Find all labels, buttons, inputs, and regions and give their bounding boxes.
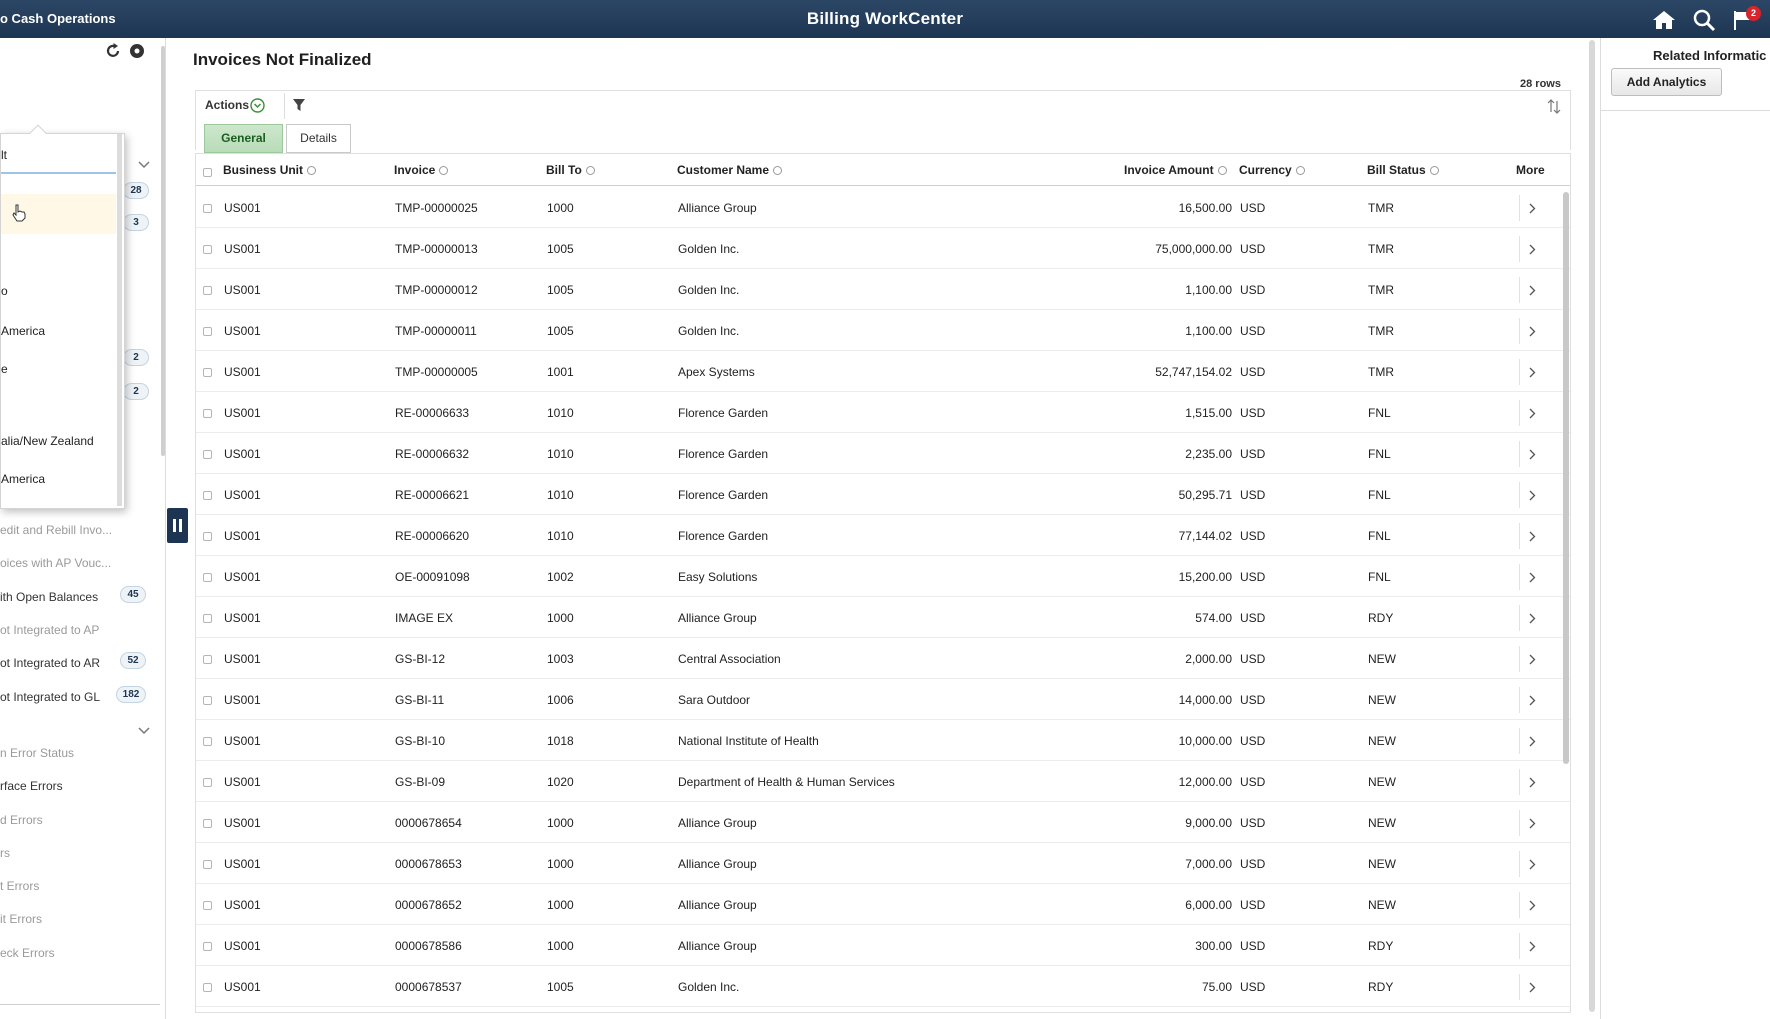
cell-customer-name: Apex Systems — [678, 365, 755, 379]
column-header-more: More — [1516, 163, 1545, 177]
chevron-down-icon[interactable] — [138, 161, 150, 169]
cell-currency: USD — [1240, 652, 1266, 666]
count-badge: 3 — [123, 214, 149, 231]
row-checkbox[interactable] — [203, 942, 212, 951]
table-row[interactable] — [196, 925, 1571, 966]
table-row[interactable] — [196, 884, 1571, 925]
cell-customer-name: Alliance Group — [678, 201, 757, 215]
row-checkbox[interactable] — [203, 368, 212, 377]
row-more-button[interactable] — [1519, 687, 1544, 713]
cell-currency: USD — [1240, 898, 1266, 912]
cell-bill-status: NEW — [1368, 775, 1396, 789]
row-more-button[interactable] — [1519, 646, 1544, 672]
divider — [1, 172, 116, 174]
nav-item[interactable]: ith Open Balances — [0, 590, 99, 604]
cell-customer-name: Alliance Group — [678, 939, 757, 953]
chevron-right-icon — [1529, 982, 1536, 993]
cell-invoice[interactable]: 0000678586 — [395, 939, 462, 953]
cell-bill-to: 1010 — [547, 488, 574, 502]
row-checkbox[interactable] — [203, 737, 212, 746]
table-row[interactable] — [196, 392, 1571, 433]
nav-item[interactable]: n Error Status — [0, 746, 75, 760]
row-more-button[interactable] — [1519, 851, 1544, 877]
cell-customer-name: Golden Inc. — [678, 242, 740, 256]
cell-bill-to: 1000 — [547, 939, 574, 953]
cell-business-unit: US001 — [224, 406, 261, 420]
column-header-bill-status[interactable]: Bill Status — [1367, 163, 1439, 177]
chevron-right-icon — [1529, 531, 1536, 542]
cell-customer-name: Sara Outdoor — [678, 693, 751, 707]
dropdown-option[interactable]: lt — [1, 148, 7, 162]
cell-invoice-amount: 300.00 — [1195, 939, 1232, 953]
search-icon[interactable] — [1691, 8, 1717, 32]
chevron-circle-icon — [250, 98, 265, 113]
cell-bill-to: 1010 — [547, 406, 574, 420]
cell-customer-name: Florence Garden — [678, 488, 769, 502]
cell-customer-name: Florence Garden — [678, 529, 769, 543]
cell-bill-status: FNL — [1368, 447, 1391, 461]
cell-currency: USD — [1240, 693, 1266, 707]
row-more-button[interactable] — [1519, 564, 1544, 590]
cell-bill-status: TMR — [1368, 283, 1394, 297]
pause-icon-bar — [173, 519, 176, 532]
cell-bill-status: TMR — [1368, 324, 1394, 338]
cell-bill-to: 1000 — [547, 611, 574, 625]
row-more-button[interactable] — [1519, 892, 1544, 918]
chevron-right-icon — [1529, 326, 1536, 337]
table-header — [196, 154, 1571, 186]
table-row[interactable] — [196, 515, 1571, 556]
cell-customer-name: Alliance Group — [678, 611, 757, 625]
divider — [1601, 110, 1770, 111]
cell-invoice[interactable]: TMP-00000012 — [395, 283, 478, 297]
column-header-business-unit[interactable]: Business Unit — [223, 163, 316, 177]
cell-invoice-amount: 15,200.00 — [1178, 570, 1232, 584]
notification-badge: 2 — [1746, 6, 1761, 21]
row-checkbox[interactable] — [203, 901, 212, 910]
table-row[interactable] — [196, 720, 1571, 761]
cell-bill-to: 1010 — [547, 447, 574, 461]
chevron-right-icon — [1529, 572, 1536, 583]
chevron-right-icon — [1529, 695, 1536, 706]
row-more-button[interactable] — [1519, 974, 1544, 1000]
cell-bill-status: RDY — [1368, 939, 1394, 953]
cell-customer-name: Florence Garden — [678, 447, 769, 461]
grid-scrollbar[interactable] — [1563, 192, 1569, 764]
table-row[interactable] — [196, 802, 1571, 843]
cell-customer-name: Department of Health & Human Services — [678, 775, 895, 789]
row-checkbox[interactable] — [203, 286, 212, 295]
row-more-button[interactable] — [1519, 195, 1544, 221]
cell-bill-to: 1003 — [547, 652, 574, 666]
cell-invoice[interactable]: 0000678652 — [395, 898, 462, 912]
chevron-right-icon — [1529, 613, 1536, 624]
select-all-checkbox[interactable] — [203, 168, 212, 177]
cell-customer-name: Florence Garden — [678, 406, 769, 420]
cell-invoice[interactable]: 0000678653 — [395, 857, 462, 871]
homepage-link[interactable]: o Cash Operations — [0, 11, 116, 26]
left-panel — [0, 38, 166, 1019]
cell-currency: USD — [1240, 775, 1266, 789]
cell-invoice-amount: 50,295.71 — [1178, 488, 1232, 502]
refresh-icon[interactable] — [104, 42, 122, 60]
left-panel-scrollbar[interactable] — [161, 46, 165, 456]
cell-invoice-amount: 1,100.00 — [1185, 283, 1232, 297]
cell-business-unit: US001 — [224, 857, 261, 871]
cell-bill-to: 1005 — [547, 980, 574, 994]
cell-invoice[interactable]: GS-BI-11 — [395, 693, 445, 707]
row-checkbox[interactable] — [203, 491, 212, 500]
row-more-button[interactable] — [1519, 359, 1544, 385]
nav-item[interactable]: rs — [0, 846, 10, 860]
cell-invoice-amount: 2,235.00 — [1185, 447, 1232, 461]
cell-business-unit: US001 — [224, 201, 261, 215]
table-row[interactable] — [196, 187, 1571, 228]
row-checkbox[interactable] — [203, 983, 212, 992]
cell-currency: USD — [1240, 201, 1266, 215]
dropdown-option[interactable]: alia/New Zealand — [1, 434, 94, 448]
app-title: Billing WorkCenter — [806, 9, 964, 28]
cell-bill-to: 1005 — [547, 283, 574, 297]
home-icon[interactable] — [1651, 8, 1677, 32]
row-checkbox[interactable] — [203, 778, 212, 787]
cell-business-unit: US001 — [224, 652, 261, 666]
nav-item[interactable]: it Errors — [0, 912, 42, 926]
table-row[interactable] — [196, 310, 1571, 351]
table-row[interactable] — [196, 474, 1571, 515]
dropdown-option[interactable]: America — [1, 324, 46, 338]
table-row[interactable] — [196, 269, 1571, 310]
chevron-right-icon — [1529, 859, 1536, 870]
row-checkbox[interactable] — [203, 204, 212, 213]
row-checkbox[interactable] — [203, 573, 212, 582]
hand-cursor-icon — [11, 204, 27, 222]
view-by-dropdown[interactable] — [0, 133, 125, 509]
cell-invoice[interactable]: 0000678537 — [395, 980, 462, 994]
cell-invoice[interactable]: RE-00006621 — [395, 488, 470, 502]
pause-icon-bar — [179, 519, 182, 532]
row-more-button[interactable] — [1519, 769, 1544, 795]
cell-currency: USD — [1240, 406, 1266, 420]
cell-currency: USD — [1240, 734, 1266, 748]
cell-currency: USD — [1240, 324, 1266, 338]
tab-general[interactable]: General — [204, 124, 283, 153]
cell-bill-status: NEW — [1368, 857, 1396, 871]
cell-invoice[interactable]: IMAGE EX — [395, 611, 454, 625]
cell-bill-to: 1000 — [547, 816, 574, 830]
cell-business-unit: US001 — [224, 734, 261, 748]
column-header-invoice[interactable]: Invoice — [394, 163, 448, 177]
row-checkbox[interactable] — [203, 860, 212, 869]
cell-currency: USD — [1240, 529, 1266, 543]
invoices-grid — [195, 153, 1571, 1013]
row-checkbox[interactable] — [203, 819, 212, 828]
row-more-button[interactable] — [1519, 933, 1544, 959]
count-badge: 28 — [123, 182, 149, 199]
cell-business-unit: US001 — [224, 611, 261, 625]
collapse-panel-button[interactable] — [167, 508, 188, 543]
chevron-right-icon — [1529, 285, 1536, 296]
add-analytics-button[interactable]: Add Analytics — [1611, 68, 1722, 96]
nav-item[interactable]: rface Errors — [0, 779, 63, 793]
cell-invoice-amount: 52,747,154.02 — [1155, 365, 1232, 379]
cell-business-unit: US001 — [224, 488, 261, 502]
top-banner — [0, 0, 1770, 38]
related-information-title: Related Informatic — [1653, 48, 1767, 63]
count-badge: 182 — [116, 686, 146, 703]
table-row[interactable] — [196, 761, 1571, 802]
nav-item[interactable]: t Errors — [0, 879, 40, 893]
row-checkbox[interactable] — [203, 696, 212, 705]
chevron-right-icon — [1529, 736, 1536, 747]
cell-currency: USD — [1240, 816, 1266, 830]
cell-bill-to: 1000 — [547, 898, 574, 912]
cell-invoice-amount: 75,000,000.00 — [1155, 242, 1232, 256]
cell-business-unit: US001 — [224, 283, 261, 297]
row-more-button[interactable] — [1519, 810, 1544, 836]
row-checkbox[interactable] — [203, 409, 212, 418]
chevron-right-icon — [1529, 490, 1536, 501]
chevron-right-icon — [1529, 449, 1536, 460]
chevron-right-icon — [1529, 244, 1536, 255]
row-checkbox[interactable] — [203, 614, 212, 623]
cell-currency: USD — [1240, 857, 1266, 871]
column-header-currency[interactable]: Currency — [1239, 163, 1305, 177]
cell-customer-name: Golden Inc. — [678, 283, 740, 297]
cell-business-unit: US001 — [224, 775, 261, 789]
cell-invoice[interactable]: RE-00006633 — [395, 406, 470, 420]
cell-bill-to: 1020 — [547, 775, 574, 789]
cell-business-unit: US001 — [224, 529, 261, 543]
row-checkbox[interactable] — [203, 327, 212, 336]
cell-invoice[interactable]: GS-BI-12 — [395, 652, 446, 666]
column-header-invoice-amount[interactable]: Invoice Amount — [1124, 163, 1227, 177]
row-more-button[interactable] — [1519, 523, 1544, 549]
cell-bill-to: 1002 — [547, 570, 574, 584]
cell-business-unit: US001 — [224, 898, 261, 912]
row-more-button[interactable] — [1519, 318, 1544, 344]
cell-currency: USD — [1240, 488, 1266, 502]
cell-business-unit: US001 — [224, 324, 261, 338]
cell-bill-status: TMR — [1368, 365, 1394, 379]
cell-business-unit: US001 — [224, 447, 261, 461]
chevron-right-icon — [1529, 408, 1536, 419]
dropdown-option[interactable]: America — [1, 472, 46, 486]
nav-item[interactable]: ot Integrated to AR — [0, 656, 101, 670]
table-row[interactable] — [196, 433, 1571, 474]
cell-business-unit: US001 — [224, 693, 261, 707]
cell-invoice[interactable]: TMP-00000025 — [395, 201, 478, 215]
cell-currency: USD — [1240, 365, 1266, 379]
table-row[interactable] — [196, 638, 1571, 679]
cell-bill-status: NEW — [1368, 816, 1396, 830]
table-row[interactable] — [196, 679, 1571, 720]
cell-invoice-amount: 7,000.00 — [1185, 857, 1232, 871]
row-more-button[interactable] — [1519, 605, 1544, 631]
divider — [0, 1004, 160, 1005]
chevron-down-icon[interactable] — [138, 727, 150, 735]
actions-button[interactable] — [205, 98, 249, 112]
cell-currency: USD — [1240, 570, 1266, 584]
actions-label: Actions — [205, 98, 250, 112]
table-row[interactable] — [196, 597, 1571, 638]
row-more-button[interactable] — [1519, 482, 1544, 508]
column-header-customer-name[interactable]: Customer Name — [677, 163, 782, 177]
cell-invoice-amount: 1,100.00 — [1185, 324, 1232, 338]
cell-invoice[interactable]: TMP-00000005 — [395, 365, 478, 379]
chevron-right-icon — [1529, 818, 1536, 829]
cell-customer-name: Golden Inc. — [678, 324, 740, 338]
cell-currency: USD — [1240, 447, 1266, 461]
chevron-right-icon — [1529, 203, 1536, 214]
row-more-button[interactable] — [1519, 277, 1544, 303]
row-count: 28 rows — [1520, 78, 1561, 90]
nav-item[interactable]: ot Integrated to AP — [0, 623, 100, 637]
cell-bill-to: 1005 — [547, 242, 574, 256]
cell-bill-status: TMR — [1368, 242, 1394, 256]
cell-invoice-amount: 77,144.02 — [1178, 529, 1232, 543]
column-header-bill-to[interactable]: Bill To — [546, 163, 595, 177]
cell-customer-name: Central Association — [678, 652, 781, 666]
cell-currency: USD — [1240, 939, 1266, 953]
cell-bill-status: RDY — [1368, 980, 1394, 994]
cell-customer-name: Golden Inc. — [678, 980, 740, 994]
table-row[interactable] — [196, 966, 1571, 1007]
cell-business-unit: US001 — [224, 570, 261, 584]
cell-bill-to: 1018 — [547, 734, 574, 748]
cell-bill-status: FNL — [1368, 529, 1391, 543]
row-more-button[interactable] — [1519, 441, 1544, 467]
cell-customer-name: National Institute of Health — [678, 734, 819, 748]
dropdown-option[interactable]: o — [1, 284, 8, 298]
cell-invoice-amount: 2,000.00 — [1185, 652, 1232, 666]
cell-invoice[interactable]: GS-BI-10 — [395, 734, 446, 748]
row-more-button[interactable] — [1519, 728, 1544, 754]
cell-invoice-amount: 10,000.00 — [1178, 734, 1232, 748]
cell-currency: USD — [1240, 611, 1266, 625]
count-badge: 2 — [123, 349, 149, 366]
cell-customer-name: Alliance Group — [678, 898, 757, 912]
page-title: Invoices Not Finalized — [193, 50, 372, 69]
cell-business-unit: US001 — [224, 939, 261, 953]
cell-customer-name: Alliance Group — [678, 857, 757, 871]
cell-currency: USD — [1240, 242, 1266, 256]
cell-customer-name: Easy Solutions — [678, 570, 758, 584]
cell-bill-status: FNL — [1368, 488, 1391, 502]
nav-item[interactable]: edit and Rebill Invo... — [0, 523, 113, 537]
cell-invoice-amount: 16,500.00 — [1178, 201, 1232, 215]
cell-invoice-amount: 6,000.00 — [1185, 898, 1232, 912]
cell-bill-to: 1010 — [547, 529, 574, 543]
divider — [284, 93, 285, 119]
cell-business-unit: US001 — [224, 242, 261, 256]
cell-invoice-amount: 574.00 — [1195, 611, 1232, 625]
cell-customer-name: Alliance Group — [678, 816, 757, 830]
main-scrollbar[interactable] — [1589, 40, 1595, 1012]
cell-invoice[interactable]: TMP-00000013 — [395, 242, 478, 256]
grid-toolbar — [195, 90, 1571, 150]
count-badge: 45 — [120, 586, 146, 603]
chevron-right-icon — [1529, 654, 1536, 665]
cell-bill-to: 1000 — [547, 201, 574, 215]
tab-details[interactable]: Details — [286, 124, 351, 153]
cell-invoice[interactable]: OE-00091098 — [395, 570, 470, 584]
cell-bill-to: 1005 — [547, 324, 574, 338]
cell-bill-status: NEW — [1368, 734, 1396, 748]
cell-invoice-amount: 14,000.00 — [1178, 693, 1232, 707]
nav-item[interactable]: ot Integrated to GL — [0, 690, 101, 704]
chevron-right-icon — [1529, 367, 1536, 378]
cell-bill-status: FNL — [1368, 406, 1391, 420]
cell-invoice[interactable]: 0000678654 — [395, 816, 462, 830]
count-badge: 2 — [123, 383, 149, 400]
cell-bill-status: RDY — [1368, 611, 1394, 625]
sort-icon[interactable] — [1547, 99, 1561, 114]
cell-bill-to: 1000 — [547, 857, 574, 871]
row-more-button[interactable] — [1519, 400, 1544, 426]
filter-icon[interactable] — [292, 98, 306, 112]
nav-item[interactable]: d Errors — [0, 813, 43, 827]
table-row[interactable] — [196, 843, 1571, 884]
chevron-right-icon — [1529, 941, 1536, 952]
cell-business-unit: US001 — [224, 816, 261, 830]
cell-bill-status: NEW — [1368, 693, 1396, 707]
row-checkbox[interactable] — [203, 655, 212, 664]
chevron-right-icon — [1529, 777, 1536, 788]
cell-business-unit: US001 — [224, 980, 261, 994]
nav-item[interactable]: oices with AP Vouc... — [0, 556, 112, 570]
cell-invoice[interactable]: RE-00006632 — [395, 447, 470, 461]
cell-bill-status: NEW — [1368, 898, 1396, 912]
row-checkbox[interactable] — [203, 450, 212, 459]
cell-invoice[interactable]: RE-00006620 — [395, 529, 470, 543]
cell-invoice-amount: 75.00 — [1201, 980, 1232, 994]
chevron-right-icon — [1529, 900, 1536, 911]
related-information-panel — [1600, 38, 1770, 1019]
cell-invoice-amount: 12,000.00 — [1178, 775, 1232, 789]
row-more-button[interactable] — [1519, 236, 1544, 262]
cell-bill-status: FNL — [1368, 570, 1391, 584]
row-checkbox[interactable] — [203, 532, 212, 541]
row-checkbox[interactable] — [203, 245, 212, 254]
dropdown-scrollbar[interactable] — [117, 134, 122, 506]
dropdown-caret — [30, 125, 47, 142]
cell-invoice-amount: 1,515.00 — [1185, 406, 1232, 420]
dropdown-option[interactable]: e — [1, 362, 8, 376]
cell-invoice[interactable]: GS-BI-09 — [395, 775, 446, 789]
cell-bill-status: NEW — [1368, 652, 1396, 666]
cell-invoice-amount: 9,000.00 — [1185, 816, 1232, 830]
nav-item[interactable]: eck Errors — [0, 946, 55, 960]
cell-bill-status: TMR — [1368, 201, 1394, 215]
cell-invoice[interactable]: TMP-00000011 — [395, 324, 477, 338]
cell-bill-to: 1001 — [547, 365, 574, 379]
cell-bill-to: 1006 — [547, 693, 574, 707]
cell-currency: USD — [1240, 980, 1266, 994]
table-row[interactable] — [196, 228, 1571, 269]
cell-currency: USD — [1240, 283, 1266, 297]
table-row[interactable] — [196, 556, 1571, 597]
table-row[interactable] — [196, 351, 1571, 392]
count-badge: 52 — [120, 652, 146, 669]
cell-business-unit: US001 — [224, 365, 261, 379]
gear-icon[interactable] — [128, 42, 146, 60]
